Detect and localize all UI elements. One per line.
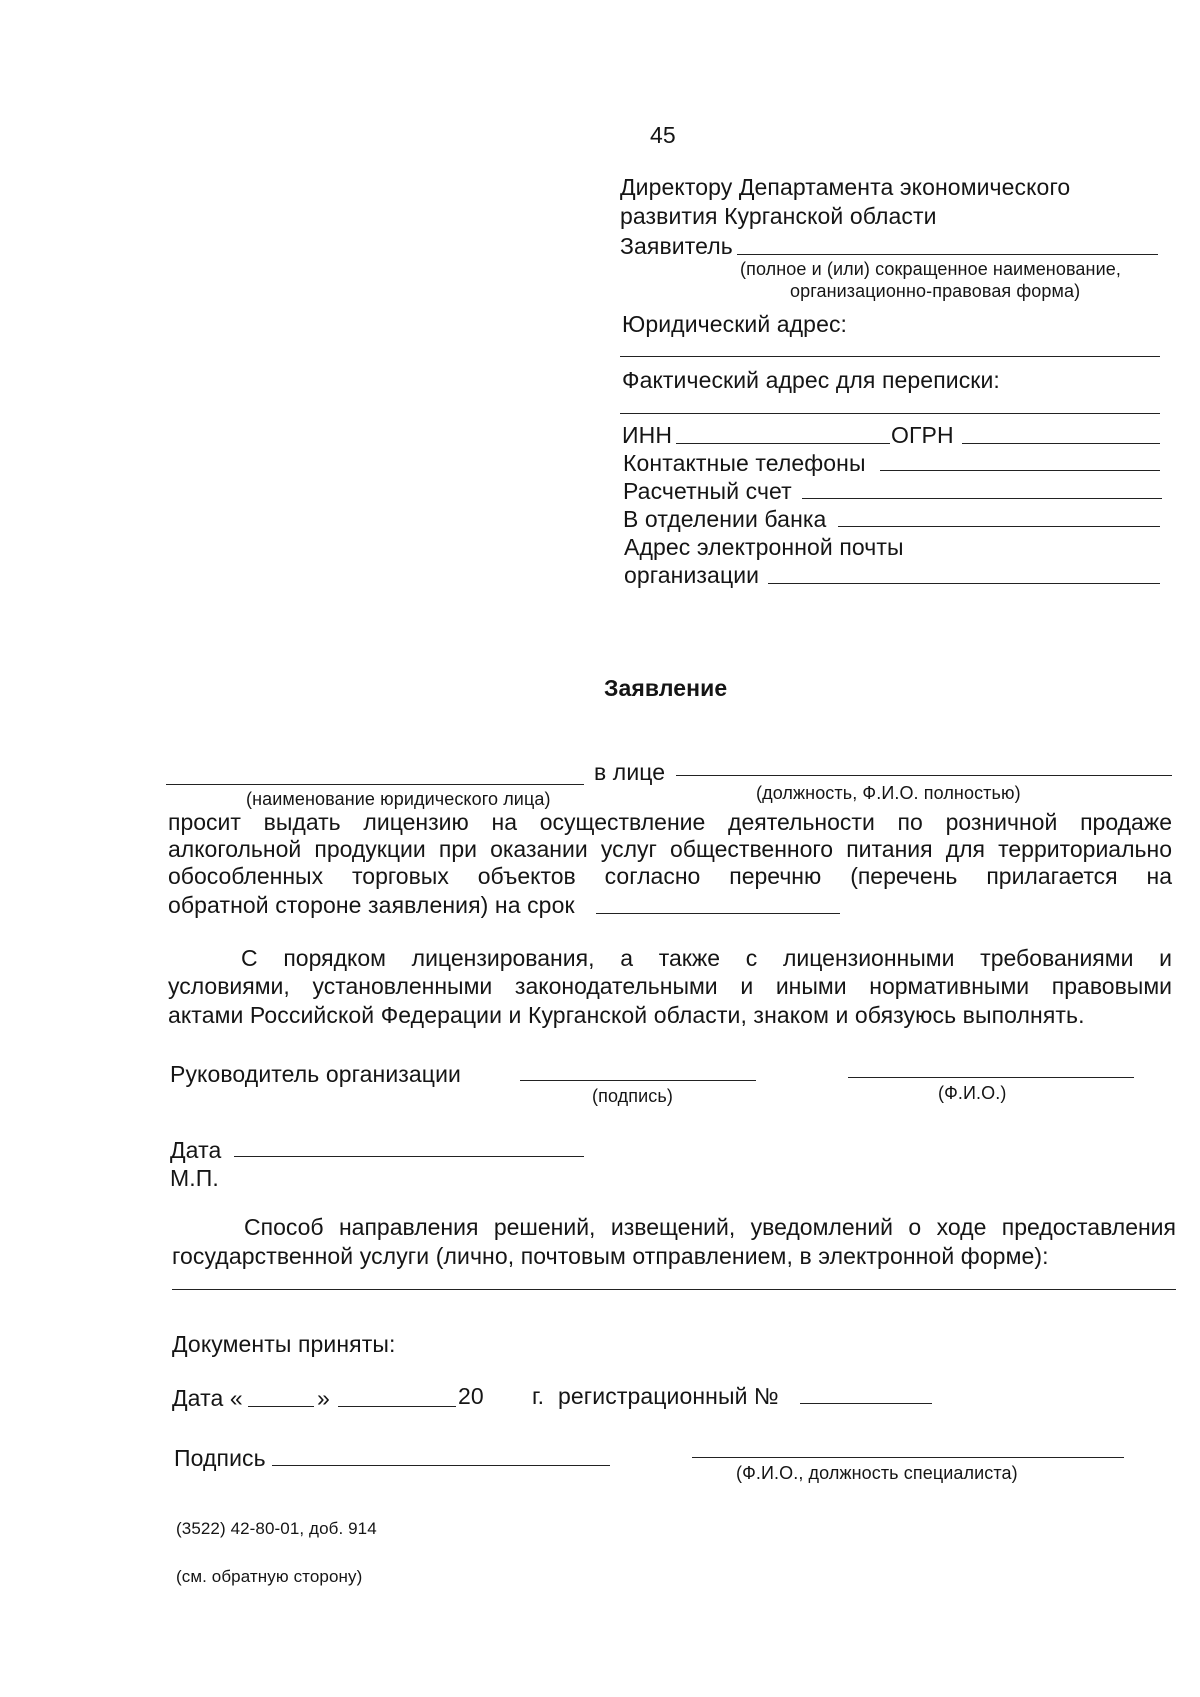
acceptance-date-quote-close: »: [317, 1385, 330, 1411]
bank-label: В отделении банка: [623, 506, 827, 532]
specialist-field[interactable]: [692, 1457, 1124, 1458]
legal-address-label: Юридический адрес:: [622, 311, 848, 337]
legal-entity-hint: (наименование юридического лица): [246, 789, 551, 809]
accepted-label: Документы приняты:: [172, 1331, 396, 1357]
actual-address-field[interactable]: [620, 413, 1160, 414]
license-term-field[interactable]: [596, 913, 840, 914]
applicant-hint-1: (полное и (или) сокращенное наименование,: [740, 259, 1121, 279]
acceptance-signature-field[interactable]: [272, 1465, 610, 1466]
specialist-hint: (Ф.И.О., должность специалиста): [736, 1463, 1018, 1483]
contact-phone: (3522) 42-80-01, доб. 914: [176, 1519, 377, 1538]
agreement-line-3: актами Российской Федерации и Курганской области, знаком и обязуюсь выполнять.: [168, 1002, 1085, 1028]
stamp-label: М.П.: [170, 1165, 219, 1191]
head-signature-field[interactable]: [520, 1080, 756, 1081]
acceptance-year-prefix: 20: [458, 1383, 484, 1409]
reverse-side-note: (см. обратную сторону): [176, 1567, 363, 1586]
email-label-1: Адрес электронной почты: [624, 534, 904, 560]
applicant-hint-2: организационно-правовая форма): [790, 281, 1081, 301]
ogrn-field[interactable]: [962, 443, 1160, 444]
delivery-line-2: государственной услуги (лично, почтовым отправлением, в электронной форме):: [172, 1243, 1049, 1269]
acceptance-year-suffix: г.: [532, 1383, 545, 1409]
position-hint: (должность, Ф.И.О. полностью): [756, 783, 1021, 803]
request-line-4: обратной стороне заявления) на срок: [168, 892, 575, 918]
inn-field[interactable]: [676, 443, 890, 444]
ogrn-label: ОГРН: [891, 422, 954, 448]
account-field[interactable]: [802, 498, 1162, 499]
delivery-line-1: Способ направления решений, извещений, уведомлений о ходе предоставления: [244, 1214, 1176, 1240]
legal-address-field[interactable]: [620, 356, 1160, 357]
in-person-label: в лице: [594, 759, 666, 785]
delivery-method-field[interactable]: [172, 1289, 1176, 1290]
page-number: 45: [650, 122, 676, 148]
request-line-3: обособленных торговых объектов согласно перечню (перечень прилагается на: [168, 863, 1172, 889]
date-label: Дата: [170, 1137, 222, 1163]
reg-number-field[interactable]: [800, 1403, 932, 1404]
email-label-2: организации: [624, 562, 760, 588]
acceptance-signature-label: Подпись: [174, 1445, 266, 1471]
phones-label: Контактные телефоны: [623, 450, 866, 476]
applicant-field[interactable]: [737, 254, 1158, 255]
actual-address-label: Фактический адрес для переписки:: [622, 367, 1000, 393]
applicant-label: Заявитель: [620, 233, 733, 259]
reg-number-label: регистрационный №: [558, 1383, 779, 1409]
position-name-field[interactable]: [676, 775, 1172, 776]
agreement-line-2: условиями, установленными законодательными и иными нормативными правовыми: [168, 973, 1172, 999]
head-fio-field[interactable]: [848, 1077, 1134, 1078]
head-label: Руководитель организации: [170, 1061, 461, 1087]
request-line-2: алкогольной продукции при оказании услуг общественного питания для территориально: [168, 836, 1172, 862]
addressee-line-1: Директору Департамента экономического: [620, 174, 1071, 200]
fio-hint: (Ф.И.О.): [938, 1083, 1007, 1103]
request-line-1: просит выдать лицензию на осуществление деятельности по розничной продаже: [168, 809, 1172, 835]
acceptance-month-field[interactable]: [338, 1406, 456, 1407]
agreement-line-1: С порядком лицензирования, а также с лицензионными требованиями и: [241, 945, 1172, 971]
phones-field[interactable]: [880, 470, 1160, 471]
acceptance-date-prefix: Дата «: [172, 1385, 243, 1411]
signature-hint: (подпись): [592, 1086, 673, 1106]
addressee-line-2: развития Курганской области: [620, 203, 937, 229]
date-field[interactable]: [234, 1156, 584, 1157]
account-label: Расчетный счет: [623, 478, 792, 504]
email-field[interactable]: [768, 583, 1160, 584]
acceptance-day-field[interactable]: [248, 1406, 314, 1407]
bank-field[interactable]: [838, 526, 1160, 527]
document-title: Заявление: [604, 675, 728, 701]
legal-entity-field[interactable]: [166, 784, 584, 785]
inn-label: ИНН: [622, 422, 673, 448]
